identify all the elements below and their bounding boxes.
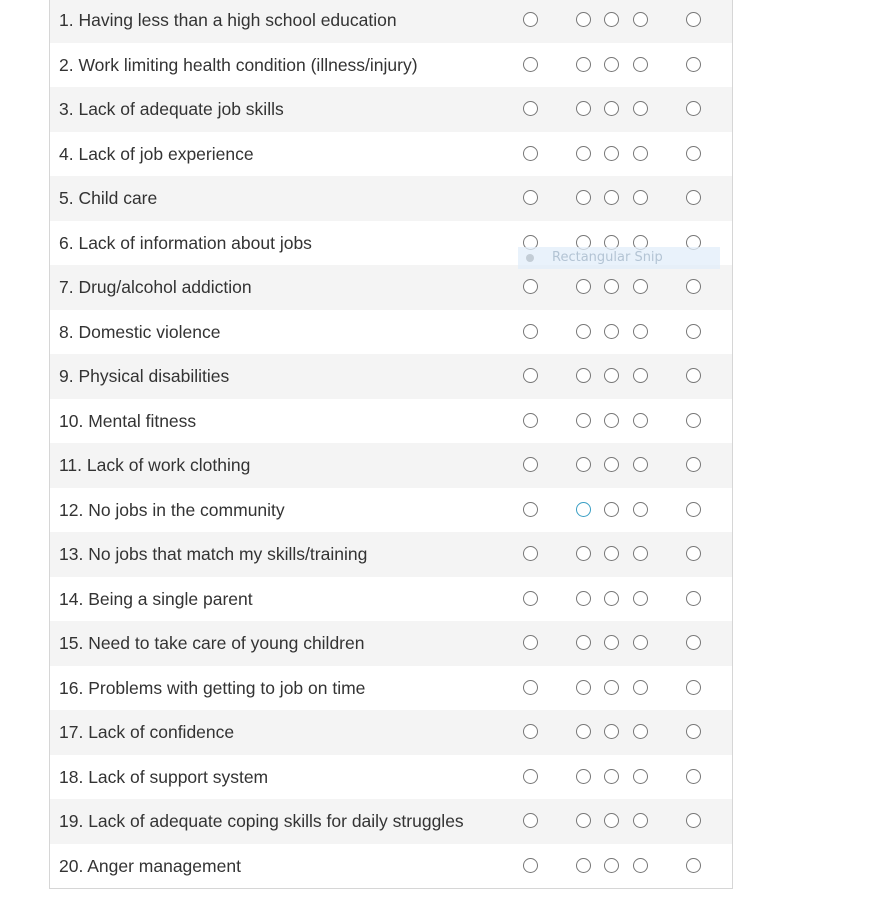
rating-radio-1[interactable] — [523, 769, 538, 784]
survey-item-label: 9. Physical disabilities — [59, 366, 230, 386]
rating-radio-5[interactable] — [686, 813, 701, 828]
rating-radio-1[interactable] — [523, 591, 538, 606]
rating-radio-5[interactable] — [686, 457, 701, 472]
rating-radio-2[interactable] — [576, 813, 591, 828]
rating-radio-2[interactable] — [576, 502, 591, 517]
rating-radio-4[interactable] — [633, 57, 648, 72]
rating-radio-1[interactable] — [523, 57, 538, 72]
rating-radio-1[interactable] — [523, 635, 538, 650]
survey-item-label: 6. Lack of information about jobs — [59, 232, 312, 253]
survey-row — [50, 532, 732, 577]
rating-radio-1[interactable] — [523, 190, 538, 205]
survey-item-label: 10. Mental fitness — [59, 410, 197, 431]
rating-radio-5[interactable] — [686, 12, 701, 27]
rating-radio-4[interactable] — [633, 635, 648, 650]
rating-radio-2[interactable] — [576, 769, 591, 784]
survey-item-label: 13. No jobs that match my skills/training — [59, 544, 368, 564]
rating-radio-2[interactable] — [576, 457, 591, 472]
survey-item-label: 1. Having less than a high school education — [59, 10, 397, 30]
rating-radio-5[interactable] — [686, 502, 701, 517]
rating-radio-2[interactable] — [576, 368, 591, 383]
survey-item-label: 12. No jobs in the community — [59, 499, 285, 520]
rating-radio-1[interactable] — [523, 858, 538, 873]
survey-row — [50, 488, 732, 533]
survey-item-label: 19. Lack of adequate coping skills for daily struggles — [59, 811, 464, 831]
survey-row — [50, 621, 732, 666]
survey-item-label: 7. Drug/alcohol addiction — [59, 277, 252, 297]
rating-radio-1[interactable] — [523, 12, 538, 27]
rating-radio-3[interactable] — [604, 12, 619, 27]
rating-radio-5[interactable] — [686, 546, 701, 561]
rating-radio-1[interactable] — [523, 680, 538, 695]
rating-radio-2[interactable] — [576, 324, 591, 339]
rating-radio-4[interactable] — [633, 146, 648, 161]
rating-radio-5[interactable] — [686, 591, 701, 606]
rating-radio-1[interactable] — [523, 546, 538, 561]
rating-radio-3[interactable] — [604, 591, 619, 606]
rating-radio-3[interactable] — [604, 146, 619, 161]
survey-row — [50, 755, 732, 800]
survey-row — [50, 0, 732, 43]
rating-radio-2[interactable] — [576, 57, 591, 72]
survey-row — [50, 799, 732, 844]
survey-item-label: 5. Child care — [59, 188, 158, 208]
rating-radio-1[interactable] — [523, 368, 538, 383]
survey-item-label: 15. Need to take care of young children — [59, 633, 365, 653]
rating-radio-3[interactable] — [604, 368, 619, 383]
survey-item-label: 4. Lack of job experience — [59, 143, 254, 164]
rating-radio-4[interactable] — [633, 279, 648, 294]
rating-radio-3[interactable] — [604, 279, 619, 294]
survey-item-label: 14. Being a single parent — [59, 588, 253, 609]
survey-item-label: 3. Lack of adequate job skills — [59, 99, 284, 119]
rating-radio-5[interactable] — [686, 368, 701, 383]
rating-radio-4[interactable] — [633, 190, 648, 205]
rating-radio-5[interactable] — [686, 101, 701, 116]
survey-item-label: 16. Problems with getting to job on time — [59, 677, 366, 698]
rating-radio-1[interactable] — [523, 279, 538, 294]
rating-radio-3[interactable] — [604, 724, 619, 739]
rating-radio-4[interactable] — [633, 591, 648, 606]
rating-radio-3[interactable] — [604, 457, 619, 472]
rating-radio-5[interactable] — [686, 769, 701, 784]
rating-radio-5[interactable] — [686, 680, 701, 695]
rating-radio-2[interactable] — [576, 724, 591, 739]
survey-row — [50, 710, 732, 755]
rating-radio-1[interactable] — [523, 813, 538, 828]
rating-radio-1[interactable] — [523, 101, 538, 116]
rating-radio-3[interactable] — [604, 190, 619, 205]
rating-radio-5[interactable] — [686, 413, 701, 428]
rating-radio-2[interactable] — [576, 413, 591, 428]
survey-item-label: 2. Work limiting health condition (illness/injury) — [59, 54, 418, 75]
rating-radio-4[interactable] — [633, 858, 648, 873]
survey-item-label: 8. Domestic violence — [59, 321, 221, 342]
survey-row — [50, 176, 732, 221]
survey-row — [50, 354, 732, 399]
rating-radio-2[interactable] — [576, 190, 591, 205]
rating-radio-2[interactable] — [576, 146, 591, 161]
rating-radio-5[interactable] — [686, 324, 701, 339]
rating-radio-5[interactable] — [686, 190, 701, 205]
rating-radio-1[interactable] — [523, 324, 538, 339]
rating-radio-5[interactable] — [686, 635, 701, 650]
rating-radio-4[interactable] — [633, 368, 648, 383]
rating-radio-5[interactable] — [686, 858, 701, 873]
survey-row — [50, 577, 732, 622]
rating-radio-2[interactable] — [576, 12, 591, 27]
rating-radio-4[interactable] — [633, 546, 648, 561]
rating-radio-3[interactable] — [604, 57, 619, 72]
rating-radio-4[interactable] — [633, 12, 648, 27]
survey-matrix — [49, 0, 733, 889]
rating-radio-3[interactable] — [604, 635, 619, 650]
rating-radio-4[interactable] — [633, 502, 648, 517]
survey-row — [50, 310, 732, 355]
survey-item-label: 18. Lack of support system — [59, 766, 269, 787]
survey-row — [50, 443, 732, 488]
rating-radio-2[interactable] — [576, 858, 591, 873]
survey-item-label: 17. Lack of confidence — [59, 722, 235, 742]
rating-radio-3[interactable] — [604, 502, 619, 517]
rating-radio-4[interactable] — [633, 457, 648, 472]
rating-radio-4[interactable] — [633, 769, 648, 784]
rating-radio-2[interactable] — [576, 546, 591, 561]
rating-radio-3[interactable] — [604, 101, 619, 116]
rating-radio-2[interactable] — [576, 279, 591, 294]
rating-radio-3[interactable] — [604, 413, 619, 428]
survey-item-label: 20. Anger management — [59, 855, 241, 876]
rating-radio-5[interactable] — [686, 724, 701, 739]
rectangular-snip-tooltip — [518, 247, 720, 269]
rating-radio-5[interactable] — [686, 57, 701, 72]
survey-row — [50, 844, 732, 889]
rating-radio-3[interactable] — [604, 546, 619, 561]
rating-radio-3[interactable] — [604, 680, 619, 695]
rating-radio-5[interactable] — [686, 146, 701, 161]
survey-row — [50, 132, 732, 177]
snip-mode-icon — [526, 254, 534, 262]
survey-row — [50, 265, 732, 310]
rating-radio-5[interactable] — [686, 279, 701, 294]
survey-item-label: 11. Lack of work clothing — [59, 455, 251, 475]
survey-row — [50, 666, 732, 711]
rating-radio-2[interactable] — [576, 680, 591, 695]
rating-radio-4[interactable] — [633, 813, 648, 828]
rating-radio-1[interactable] — [523, 724, 538, 739]
rating-radio-4[interactable] — [633, 101, 648, 116]
rating-radio-4[interactable] — [633, 413, 648, 428]
rating-radio-3[interactable] — [604, 769, 619, 784]
snip-label: Rectangular Snip — [552, 250, 663, 265]
rating-radio-1[interactable] — [523, 146, 538, 161]
rating-radio-4[interactable] — [633, 680, 648, 695]
rating-radio-1[interactable] — [523, 413, 538, 428]
rating-radio-3[interactable] — [604, 813, 619, 828]
rating-radio-2[interactable] — [576, 635, 591, 650]
survey-row — [50, 399, 732, 444]
survey-row — [50, 87, 732, 132]
rating-radio-1[interactable] — [523, 457, 538, 472]
rating-radio-1[interactable] — [523, 502, 538, 517]
rating-radio-3[interactable] — [604, 858, 619, 873]
rating-radio-2[interactable] — [576, 591, 591, 606]
rating-radio-4[interactable] — [633, 324, 648, 339]
rating-radio-3[interactable] — [604, 324, 619, 339]
survey-row — [50, 43, 732, 88]
rating-radio-4[interactable] — [633, 724, 648, 739]
rating-radio-2[interactable] — [576, 101, 591, 116]
